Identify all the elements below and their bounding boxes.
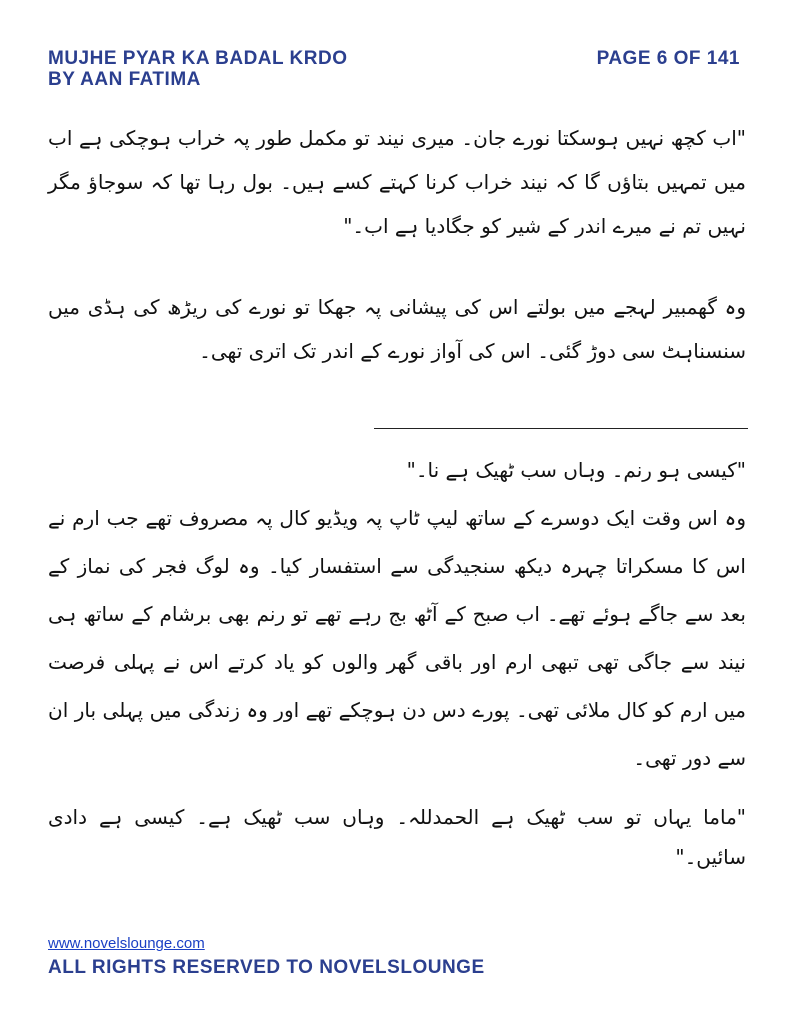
paragraph-2: وہ گھمبیر لہجے میں بولتے اس کی پیشانی پہ جھکا تو نورے کی ریڑھ کی ہڈی میں سنسناہٹ سی دوڑ گئی۔ اس کی آواز نورے کے اندر تک اتری تھی۔ bbox=[48, 295, 746, 363]
paragraph-3: "کیسی ہو رنم۔ وہاں سب ٹھیک ہے نا۔" bbox=[406, 458, 746, 482]
page-number: PAGE 6 OF 141 bbox=[596, 48, 740, 69]
website-link[interactable]: www.novelslounge.com bbox=[48, 935, 205, 952]
section-divider bbox=[374, 428, 748, 429]
author-line: BY AAN FATIMA bbox=[48, 69, 201, 90]
paragraph-5: "ماما یہاں تو سب ٹھیک ہے الحمدللہ۔ وہاں سب ٹھیک ہے۔ کیسی ہے دادی سائیں۔" bbox=[48, 805, 746, 869]
paragraph-4: وہ اس وقت ایک دوسرے کے ساتھ لیپ ٹاپ پہ ویڈیو کال پہ مصروف تھے جب ارم نے اس کا مسکراتا چہرہ دیکھ سنجیدگی سے استفسار کیا۔ وہ لوگ فجر کی نماز کے بعد سے جاگے ہوئے تھے۔ اب صبح کے آٹھ بج رہے تھے تو رنم بھی برشام کے ساتھ ہی نیند سے جاگی تھی تبھی ارم اور باقی گھر والوں کو یاد کرتے اس نے پہلی فرصت میں ارم کو کال ملائی تھی۔ پورے دس دن ہوچکے تھے اور وہ زندگی میں پہلی بار ان سے دور تھی۔ bbox=[48, 506, 746, 770]
novel-title: MUJHE PYAR KA BADAL KRDO bbox=[48, 48, 348, 69]
paragraph-1: "اب کچھ نہیں ہوسکتا نورے جان۔ میری نیند تو مکمل طور پہ خراب ہوچکی ہے اب میں تمہیں بتاؤں گا کہ نیند خراب کرنا کہتے کسے ہیں۔ بول رہا تھا کہ سوجاؤ مگر نہیں تم نے میرے اندر کے شیر کو جگادیا ہے اب۔" bbox=[48, 126, 746, 238]
rights-notice: ALL RIGHTS RESERVED TO NOVELSLOUNGE bbox=[48, 957, 485, 978]
